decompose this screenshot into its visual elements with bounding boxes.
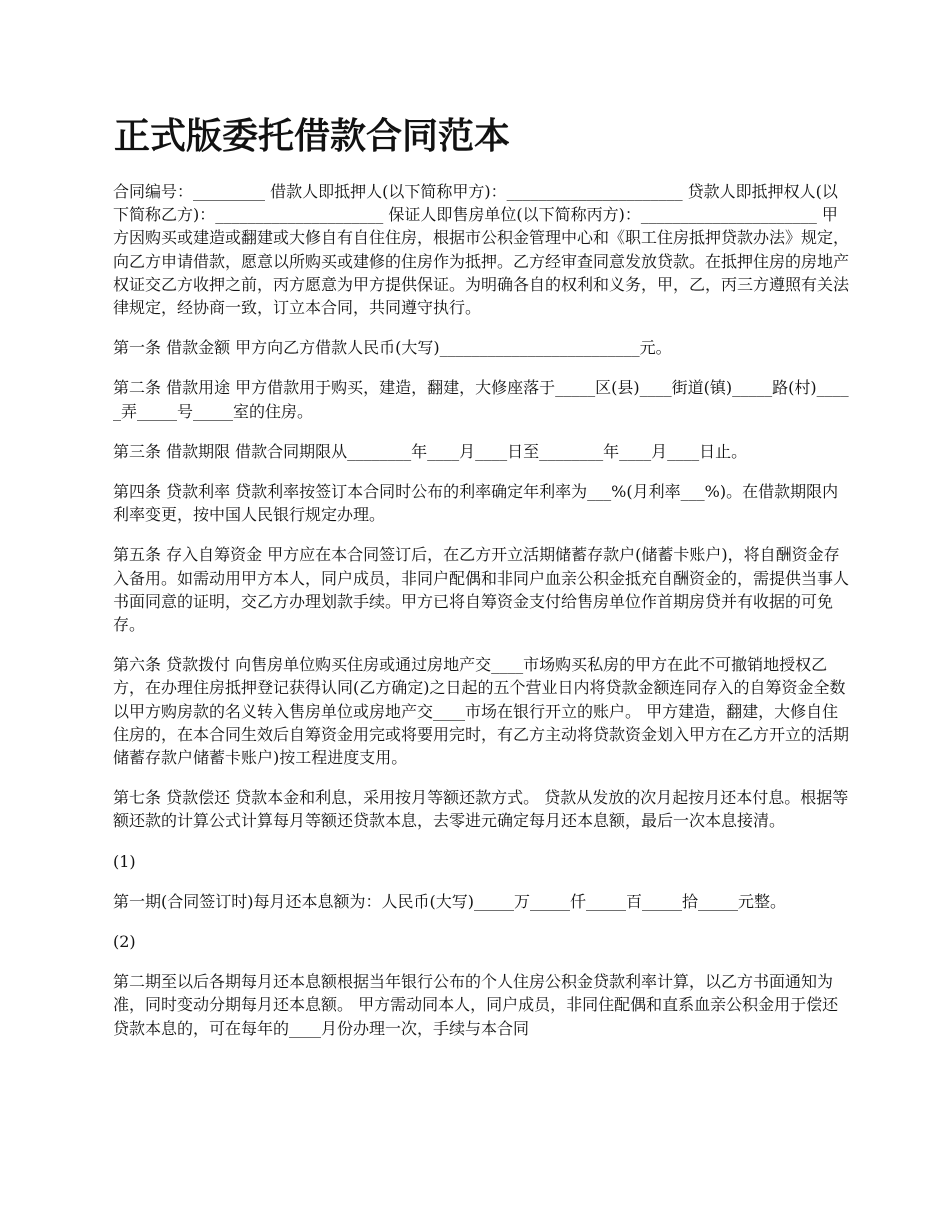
paragraph-article-7: 第七条 贷款偿还 贷款本金和利息，采用按月等额还款方式。 贷款从发放的次月起按月还本付息。根据等额还款的计算公式计算每月等额还贷款本息，去零进元确定每月还本息额，最后一次本息接清。 [113,788,849,831]
document-title: 正式版委托借款合同范本 [114,115,511,157]
paragraph-article-4: 第四条 贷款利率 贷款利率按签订本合同时公布的利率确定年利率为___%(月利率___%)。在借款期限内利率变更，按中国人民银行规定办理。 [113,482,839,525]
paragraph-article-2: 第二条 借款用途 甲方借款用于购买，建造，翻建，大修座落于_____区(县)____街道(镇)_____路(村)_____弄_____号_____室的住房。 [113,378,849,421]
paragraph-first-period: 第一期(合同签订时)每月还本息额为：人民币(大写)_____万_____仟_____百_____拾_____元整。 [113,891,786,911]
paragraph-article-6: 第六条 贷款拨付 向售房单位购买住房或通过房地产交____市场购买私房的甲方在此不可撤销地授权乙方，在办理住房抵押登记获得认同(乙方确定)之日起的五个营业日内将贷款金额连同存入的自筹资金全数以甲方购房款的名义转入售房单位或房地产交____市场在银行开立的账户。 甲方建造，翻建，大修自住住房的，在本合同生效后自筹资金用完或将要用完时，有乙方主动将贷款资金划入甲方在乙方开立的活期储蓄存款户储蓄卡账户)按工程进度支用。 [113,655,850,768]
paragraph-preamble: 合同编号：_________ 借款人即抵押人(以下简称甲方)：______________________ 贷款人即抵押权人(以下简称乙方)：_____________________ 保证人即售房单位(以下简称丙方)：______________________ 甲方因购买或建造或翻建或大修自有自住住房，根据市公积金管理中心和《职工住房抵押贷款办法》规定，向乙方申请借款，愿意以所购买或建修的住房作为抵押。乙方经审查同意发放贷款。在抵押住房的房地产权证交乙方收押之前，丙方愿意为甲方提供保证。为明确各自的权利和义务，甲，乙，丙三方遵照有关法律规定，经协商一致，订立本合同，共同遵守执行。 [113,182,850,318]
paragraph-second-period: 第二期至以后各期每月还本息额根据当年银行公布的个人住房公积金贷款利率计算，以乙方书面通知为准，同时变动分期每月还本息额。 甲方需动同本人，同户成员，非同住配偶和直系血亲公积金用于偿还贷款本息的，可在每年的____月份办理一次，手续与本合同 [113,972,839,1038]
paragraph-article-5: 第五条 存入自筹资金 甲方应在本合同签订后，在乙方开立活期储蓄存款户(储蓄卡账户)，将自酬资金存入备用。如需动用甲方本人，同户成员，非同户配偶和非同户血亲公积金抵充自酬资金的，需提供当事人书面同意的证明，交乙方办理划款手续。甲方已将自筹资金支付给售房单位作首期房贷并有收据的可免存。 [113,545,850,635]
paragraph-article-3: 第三条 借款期限 借款合同期限从________年____月____日至________年____月____日止。 [113,441,748,461]
item-marker-1: (1) [113,851,136,871]
document-body [113,180,853,1057]
item-marker-2: (2) [113,932,136,952]
paragraph-article-1: 第一条 借款金额 甲方向乙方借款人民币(大写)_________________________元。 [113,338,672,358]
